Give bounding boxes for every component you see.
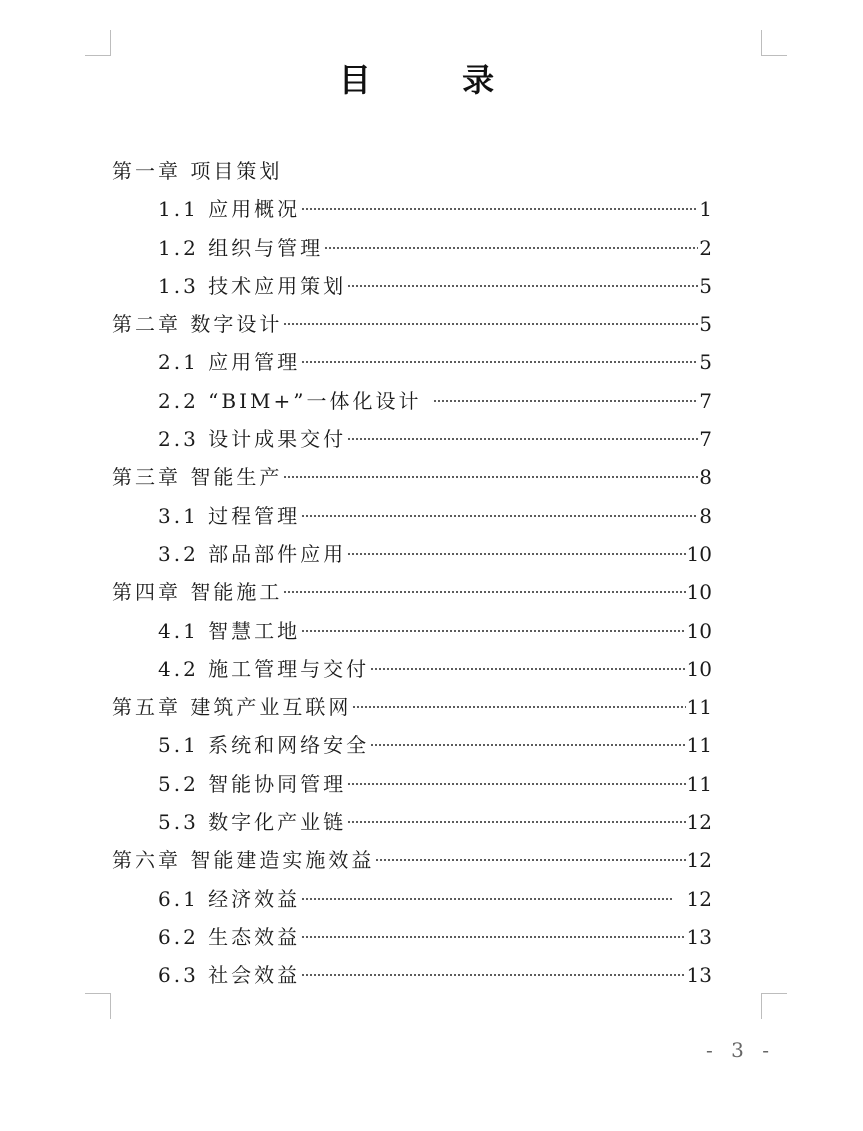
toc-page-number: 8 [699, 465, 712, 490]
toc-label: 3.2 部品部件应用 [158, 541, 347, 566]
toc-chapter-1[interactable] [112, 152, 712, 190]
toc-chapter-2[interactable] [112, 305, 712, 343]
toc-leader-dots [347, 437, 698, 441]
toc-section-3-1[interactable] [112, 497, 712, 535]
toc-leader-dots [347, 552, 685, 556]
toc-page-number: 7 [699, 427, 712, 452]
toc-chapter-6[interactable] [112, 841, 712, 879]
toc-section-3-2[interactable] [112, 535, 712, 573]
page-title: 目 录 [338, 61, 535, 99]
toc-page-number: 12 [686, 848, 712, 873]
toc-leader-dots [375, 858, 685, 862]
toc-leader-dots [301, 935, 685, 939]
toc-page-number: 12 [686, 886, 712, 911]
toc-page-number: 11 [686, 771, 712, 796]
toc-page-number: 13 [686, 963, 712, 988]
toc-leader-dots [283, 322, 698, 326]
page-number: - 3 - [706, 1038, 775, 1062]
toc-chapter-4[interactable] [112, 573, 712, 611]
toc-page-number: 8 [699, 503, 712, 528]
toc-leader-dots [433, 399, 698, 403]
toc-label: 5.1 系统和网络安全 [158, 733, 370, 758]
toc-page-number: 10 [686, 580, 712, 605]
toc-label: 4.2 施工管理与交付 [158, 656, 370, 681]
toc-label: 1.2 组织与管理 [158, 235, 324, 260]
toc-leader-dots [352, 705, 685, 709]
toc-label: 第一章 项目策划 [112, 159, 283, 183]
toc-section-2-2[interactable] [112, 382, 712, 420]
toc-label: 5.2 智能协同管理 [158, 771, 347, 796]
toc-leader-dots [301, 514, 698, 518]
toc-section-5-2[interactable] [112, 765, 712, 803]
toc-section-4-2[interactable] [112, 650, 712, 688]
toc-label: 6.2 生态效益 [158, 924, 301, 949]
toc-label: 1.3 技术应用策划 [158, 273, 347, 298]
crop-mark-bottom-right [761, 993, 787, 1019]
toc-section-4-1[interactable] [112, 612, 712, 650]
toc-label: 3.1 过程管理 [158, 503, 301, 528]
toc-page-number: 12 [686, 810, 712, 835]
toc-page-number: 11 [686, 695, 712, 720]
toc-page-number: 11 [686, 733, 712, 758]
toc-leader-dots [347, 820, 685, 824]
toc-label: 5.3 数字化产业链 [158, 810, 347, 835]
toc-leader-dots [301, 207, 698, 211]
toc-leader-dots [283, 590, 685, 594]
toc-section-1-1[interactable] [112, 190, 712, 228]
toc-leader-dots [301, 897, 672, 901]
toc-label: 2.1 应用管理 [158, 350, 301, 375]
toc-label: 1.1 应用概况 [158, 197, 301, 222]
toc-section-2-1[interactable] [112, 343, 712, 381]
crop-mark-top-left [85, 30, 111, 56]
toc-section-6-2[interactable] [112, 918, 712, 956]
toc-leader-dots [301, 360, 698, 364]
toc-page-number: 7 [699, 388, 712, 413]
toc-leader-dots [324, 246, 698, 250]
toc-page-number: 5 [699, 312, 712, 337]
table-of-contents [112, 152, 712, 995]
toc-leader-dots [370, 743, 685, 747]
toc-section-5-3[interactable] [112, 803, 712, 841]
toc-chapter-5[interactable] [112, 688, 712, 726]
toc-section-5-1[interactable] [112, 726, 712, 764]
toc-page-number: 5 [699, 350, 712, 375]
toc-leader-dots [301, 973, 685, 977]
toc-label: 2.2 “BIM+”一体化设计 [158, 388, 422, 413]
toc-label: 6.3 社会效益 [158, 963, 301, 988]
toc-label: 第五章 建筑产业互联网 [112, 695, 352, 720]
toc-page-number: 13 [686, 924, 712, 949]
toc-label: 第二章 数字设计 [112, 312, 283, 337]
toc-section-1-3[interactable] [112, 267, 712, 305]
toc-label: 2.3 设计成果交付 [158, 427, 347, 452]
toc-label: 4.1 智慧工地 [158, 618, 301, 643]
toc-section-2-3[interactable] [112, 420, 712, 458]
toc-label: 第六章 智能建造实施效益 [112, 848, 375, 873]
toc-leader-dots [347, 782, 685, 786]
toc-page-number: 10 [686, 656, 712, 681]
toc-label: 第三章 智能生产 [112, 465, 283, 490]
crop-mark-bottom-left [85, 993, 111, 1019]
toc-label: 6.1 经济效益 [158, 886, 301, 911]
toc-leader-dots [283, 475, 698, 479]
toc-page-number: 10 [686, 541, 712, 566]
toc-page-number: 5 [699, 273, 712, 298]
toc-section-6-3[interactable] [112, 956, 712, 994]
toc-section-1-2[interactable] [112, 229, 712, 267]
toc-section-6-1[interactable] [112, 880, 712, 918]
toc-page-number: 1 [699, 197, 712, 222]
toc-leader-dots [301, 629, 685, 633]
toc-chapter-3[interactable] [112, 458, 712, 496]
crop-mark-top-right [761, 30, 787, 56]
toc-leader-dots [370, 667, 685, 671]
toc-leader-dots [347, 284, 698, 288]
toc-page-number: 10 [686, 618, 712, 643]
toc-label: 第四章 智能施工 [112, 580, 283, 605]
toc-page-number: 2 [699, 235, 712, 260]
